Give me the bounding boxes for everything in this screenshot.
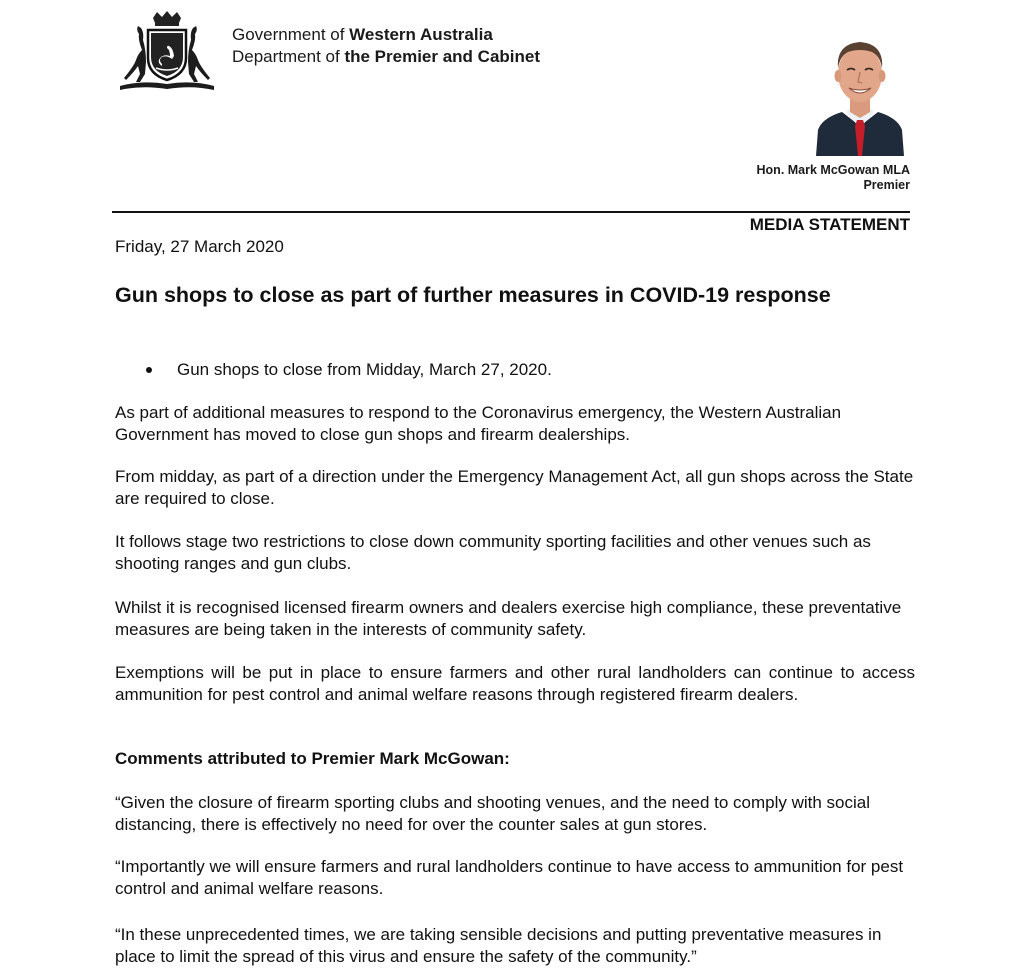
agency-name bbox=[232, 24, 540, 68]
body-paragraph: It follows stage two restrictions to close down community sporting facilities and other venues such as shooting ranges and gun clubs. bbox=[115, 532, 871, 573]
minister-signature-block bbox=[757, 163, 910, 193]
key-points-list bbox=[115, 359, 552, 381]
bullet-text: Gun shops to close from Midday, March 27, 2020. bbox=[177, 360, 552, 379]
agency-line-government: Government of Western Australia bbox=[232, 25, 493, 44]
statement-date: Friday, 27 March 2020 bbox=[115, 237, 284, 256]
minister-title: Premier bbox=[863, 178, 910, 192]
body-paragraph: As part of additional measures to respond to the Coronavirus emergency, the Western Australian Government has moved to close gun shops and firearm dealerships. bbox=[115, 403, 842, 444]
comments-heading: Comments attributed to Premier Mark McGowan: bbox=[115, 749, 510, 768]
bullet-icon bbox=[146, 367, 152, 373]
list-item bbox=[115, 359, 552, 381]
wa-coat-of-arms-icon bbox=[112, 10, 222, 94]
quote-paragraph: “Importantly we will ensure farmers and rural landholders continue to have access to ammunition for pest control and animal welfare reasons. bbox=[115, 857, 904, 898]
statement-headline: Gun shops to close as part of further measures in COVID-19 response bbox=[115, 283, 831, 307]
body-paragraph: From midday, as part of a direction under the Emergency Management Act, all gun shops across the State are required to close. bbox=[115, 467, 914, 508]
quote-paragraph: “Given the closure of firearm sporting clubs and shooting venues, and the need to comply with social distancing, there is effectively no need for over the counter sales at gun stores. bbox=[115, 793, 871, 834]
body-paragraph: Whilst it is recognised licensed firearm owners and dealers exercise high compliance, these preventative measures are being taken in the interests of community safety. bbox=[115, 598, 902, 639]
premier-portrait-photo bbox=[812, 22, 908, 156]
quote-paragraph: “In these unprecedented times, we are taking sensible decisions and putting preventative measures in place to limit the spread of this virus and ensure the safety of the community.” bbox=[115, 925, 882, 966]
body-paragraph: Exemptions will be put in place to ensure farmers and other rural landholders can continue to access ammunition for pest control and animal welfare reasons through registered firearm dealers. bbox=[115, 663, 915, 704]
minister-name: Hon. Mark McGowan MLA bbox=[756, 163, 910, 177]
media-statement-label: MEDIA STATEMENT bbox=[749, 215, 910, 234]
agency-line-department: Department of the Premier and Cabinet bbox=[232, 47, 541, 66]
header-divider bbox=[112, 211, 910, 213]
